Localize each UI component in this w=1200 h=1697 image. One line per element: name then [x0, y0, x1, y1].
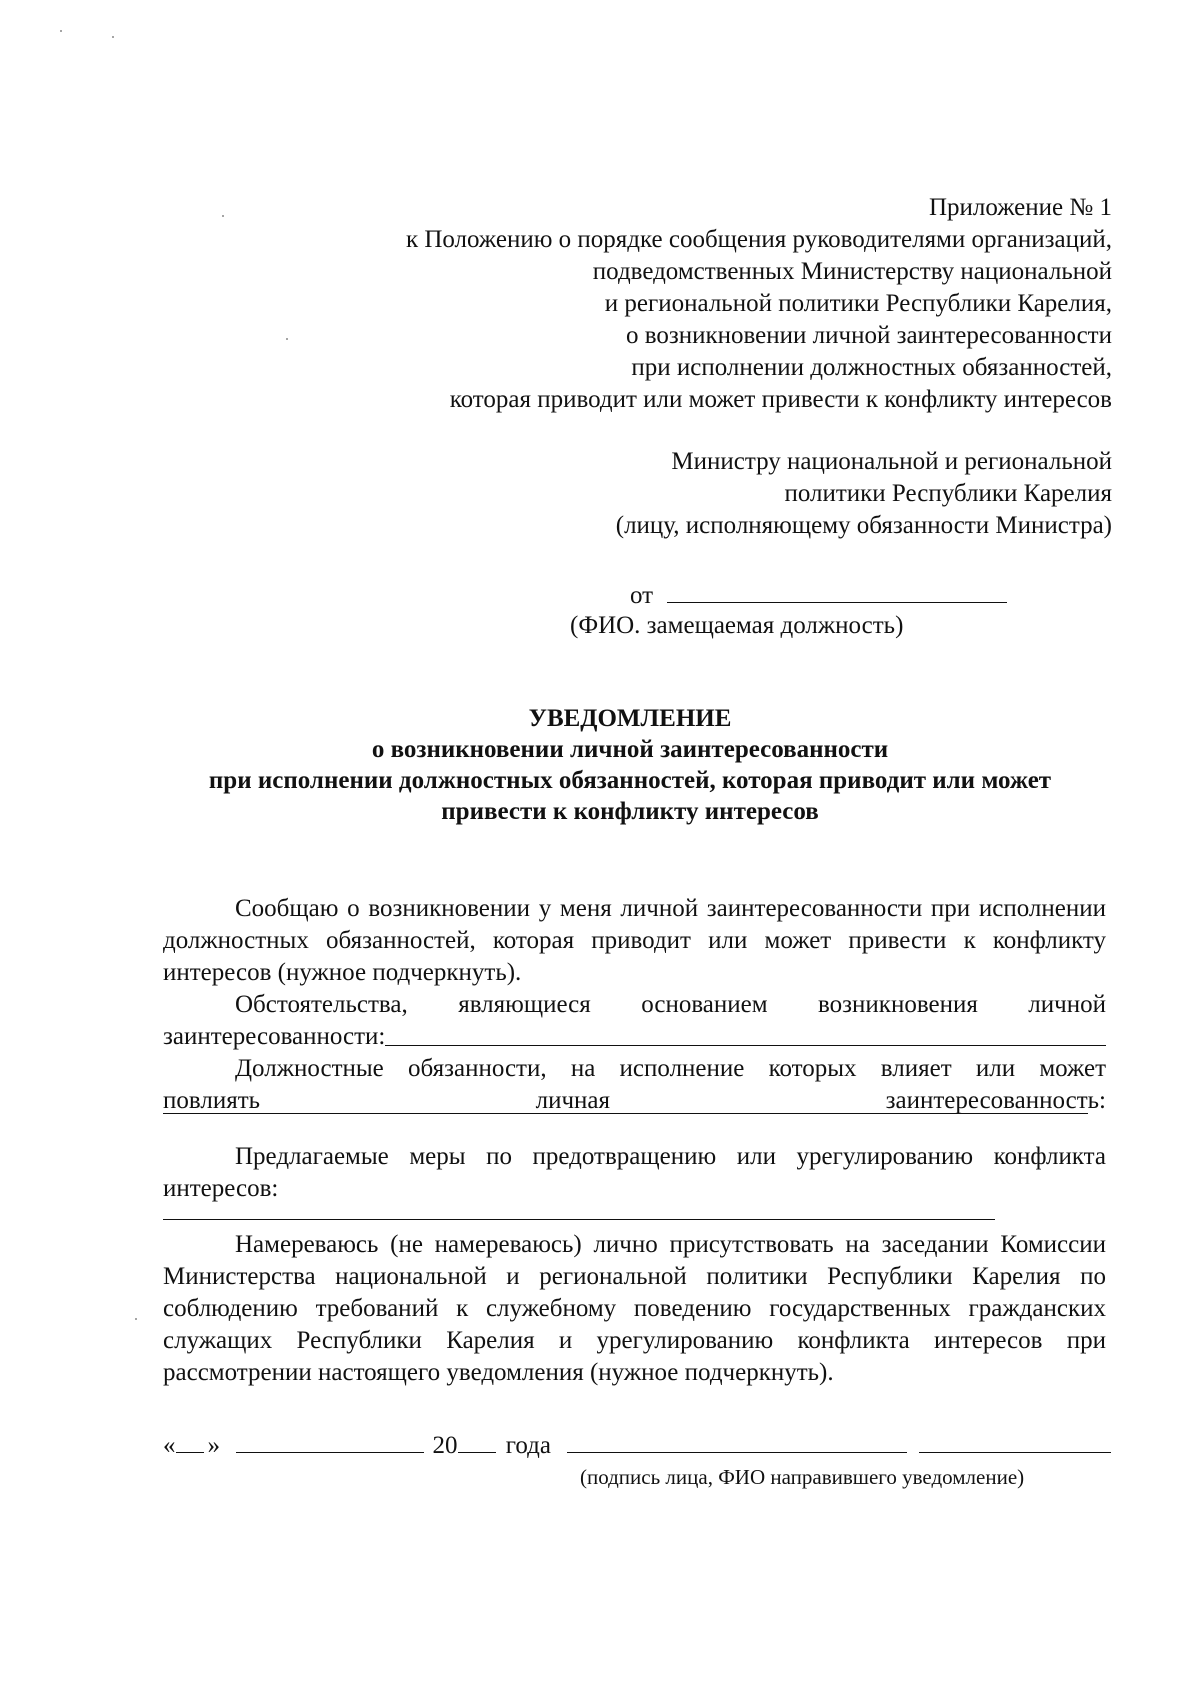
appendix-header-line: которая приводит или может привести к конфликту интересов [449, 386, 1112, 413]
notice-title [150, 703, 1110, 827]
date-quote-open: « [163, 1432, 176, 1459]
appendix-header-line: подведомственных Министерству национальной [592, 258, 1112, 285]
date-quote-close: » [207, 1432, 220, 1459]
duties-line: повлиять личная заинтересованность: [163, 1087, 1106, 1114]
signature-fill-line[interactable] [567, 1428, 907, 1453]
notice-subtitle-line: привести к конфликту интересов [441, 798, 819, 825]
notice-subtitle-line: о возникновении личной заинтересованности [371, 736, 889, 763]
measures-fill-line[interactable] [163, 1219, 995, 1220]
from-field [630, 577, 1007, 612]
year-fill-line[interactable] [458, 1428, 496, 1453]
year-suffix: года [505, 1432, 551, 1459]
scan-speck [112, 36, 114, 38]
fio-caption: (ФИО. замещаемая должность) [570, 612, 904, 639]
addressee-line: Министру национальной и региональной [671, 448, 1112, 475]
paragraph-attendance: Намереваюсь (не намереваюсь) лично присутствовать на заседании Комиссии Министерства национальной и региональной политики Республики Карелия по соблюдению требований к служебному поведению государственных гражданских служащих Республики Карелия и урегулированию конфликта интересов при рассмотрении настоящего уведомления (нужное подчеркнуть). [163, 1231, 1106, 1386]
circumstances-field [163, 1021, 1106, 1053]
circumstances-line: Обстоятельства, являющиеся основанием возникновения личной [235, 991, 1106, 1018]
addressee-block [412, 446, 1112, 542]
addressee-line: политики Республики Карелия [784, 480, 1112, 507]
fio-fill-line[interactable] [919, 1428, 1111, 1453]
circumstances-label: заинтересованности: [163, 1023, 386, 1050]
day-fill-line[interactable] [176, 1428, 204, 1453]
from-label: от [630, 582, 654, 609]
appendix-number: Приложение № 1 [928, 194, 1112, 221]
duties-line: Должностные обязанности, на исполнение которых влияет или может [235, 1055, 1106, 1082]
from-fill-line[interactable] [667, 577, 1007, 603]
measures-label: интересов: [163, 1175, 279, 1202]
paragraph-notice: Сообщаю о возникновении у меня личной заинтересованности при исполнении должностных обязанностей, которая приводит или может привести к конфликту интересов (нужное подчеркнуть). [163, 895, 1106, 986]
measures-line: Предлагаемые меры по предотвращению или урегулированию конфликта [235, 1143, 1106, 1170]
notice-title-main: УВЕДОМЛЕНИЕ [528, 705, 732, 732]
circumstances-fill-line[interactable] [385, 1021, 1106, 1046]
scan-speck [60, 30, 62, 32]
appendix-header [212, 192, 1112, 416]
date-signature-row [163, 1428, 1113, 1462]
signature-caption: (подпись лица, ФИО направившего уведомление) [580, 1465, 1025, 1489]
scan-speck [135, 1318, 137, 1320]
appendix-header-line: и региональной политики Республики Карелия, [604, 290, 1112, 317]
appendix-header-line: к Положению о порядке сообщения руководителями организаций, [405, 226, 1112, 253]
addressee-line: (лицу, исполняющему обязанности Министра) [615, 512, 1112, 539]
appendix-header-line: при исполнении должностных обязанностей, [631, 354, 1112, 381]
year-prefix: 20 [432, 1432, 458, 1459]
notice-subtitle-line: при исполнении должностных обязанностей, которая приводит или может [208, 767, 1052, 794]
month-fill-line[interactable] [236, 1428, 424, 1453]
appendix-header-line: о возникновении личной заинтересованности [625, 322, 1112, 349]
duties-fill-line[interactable] [163, 1113, 1088, 1114]
